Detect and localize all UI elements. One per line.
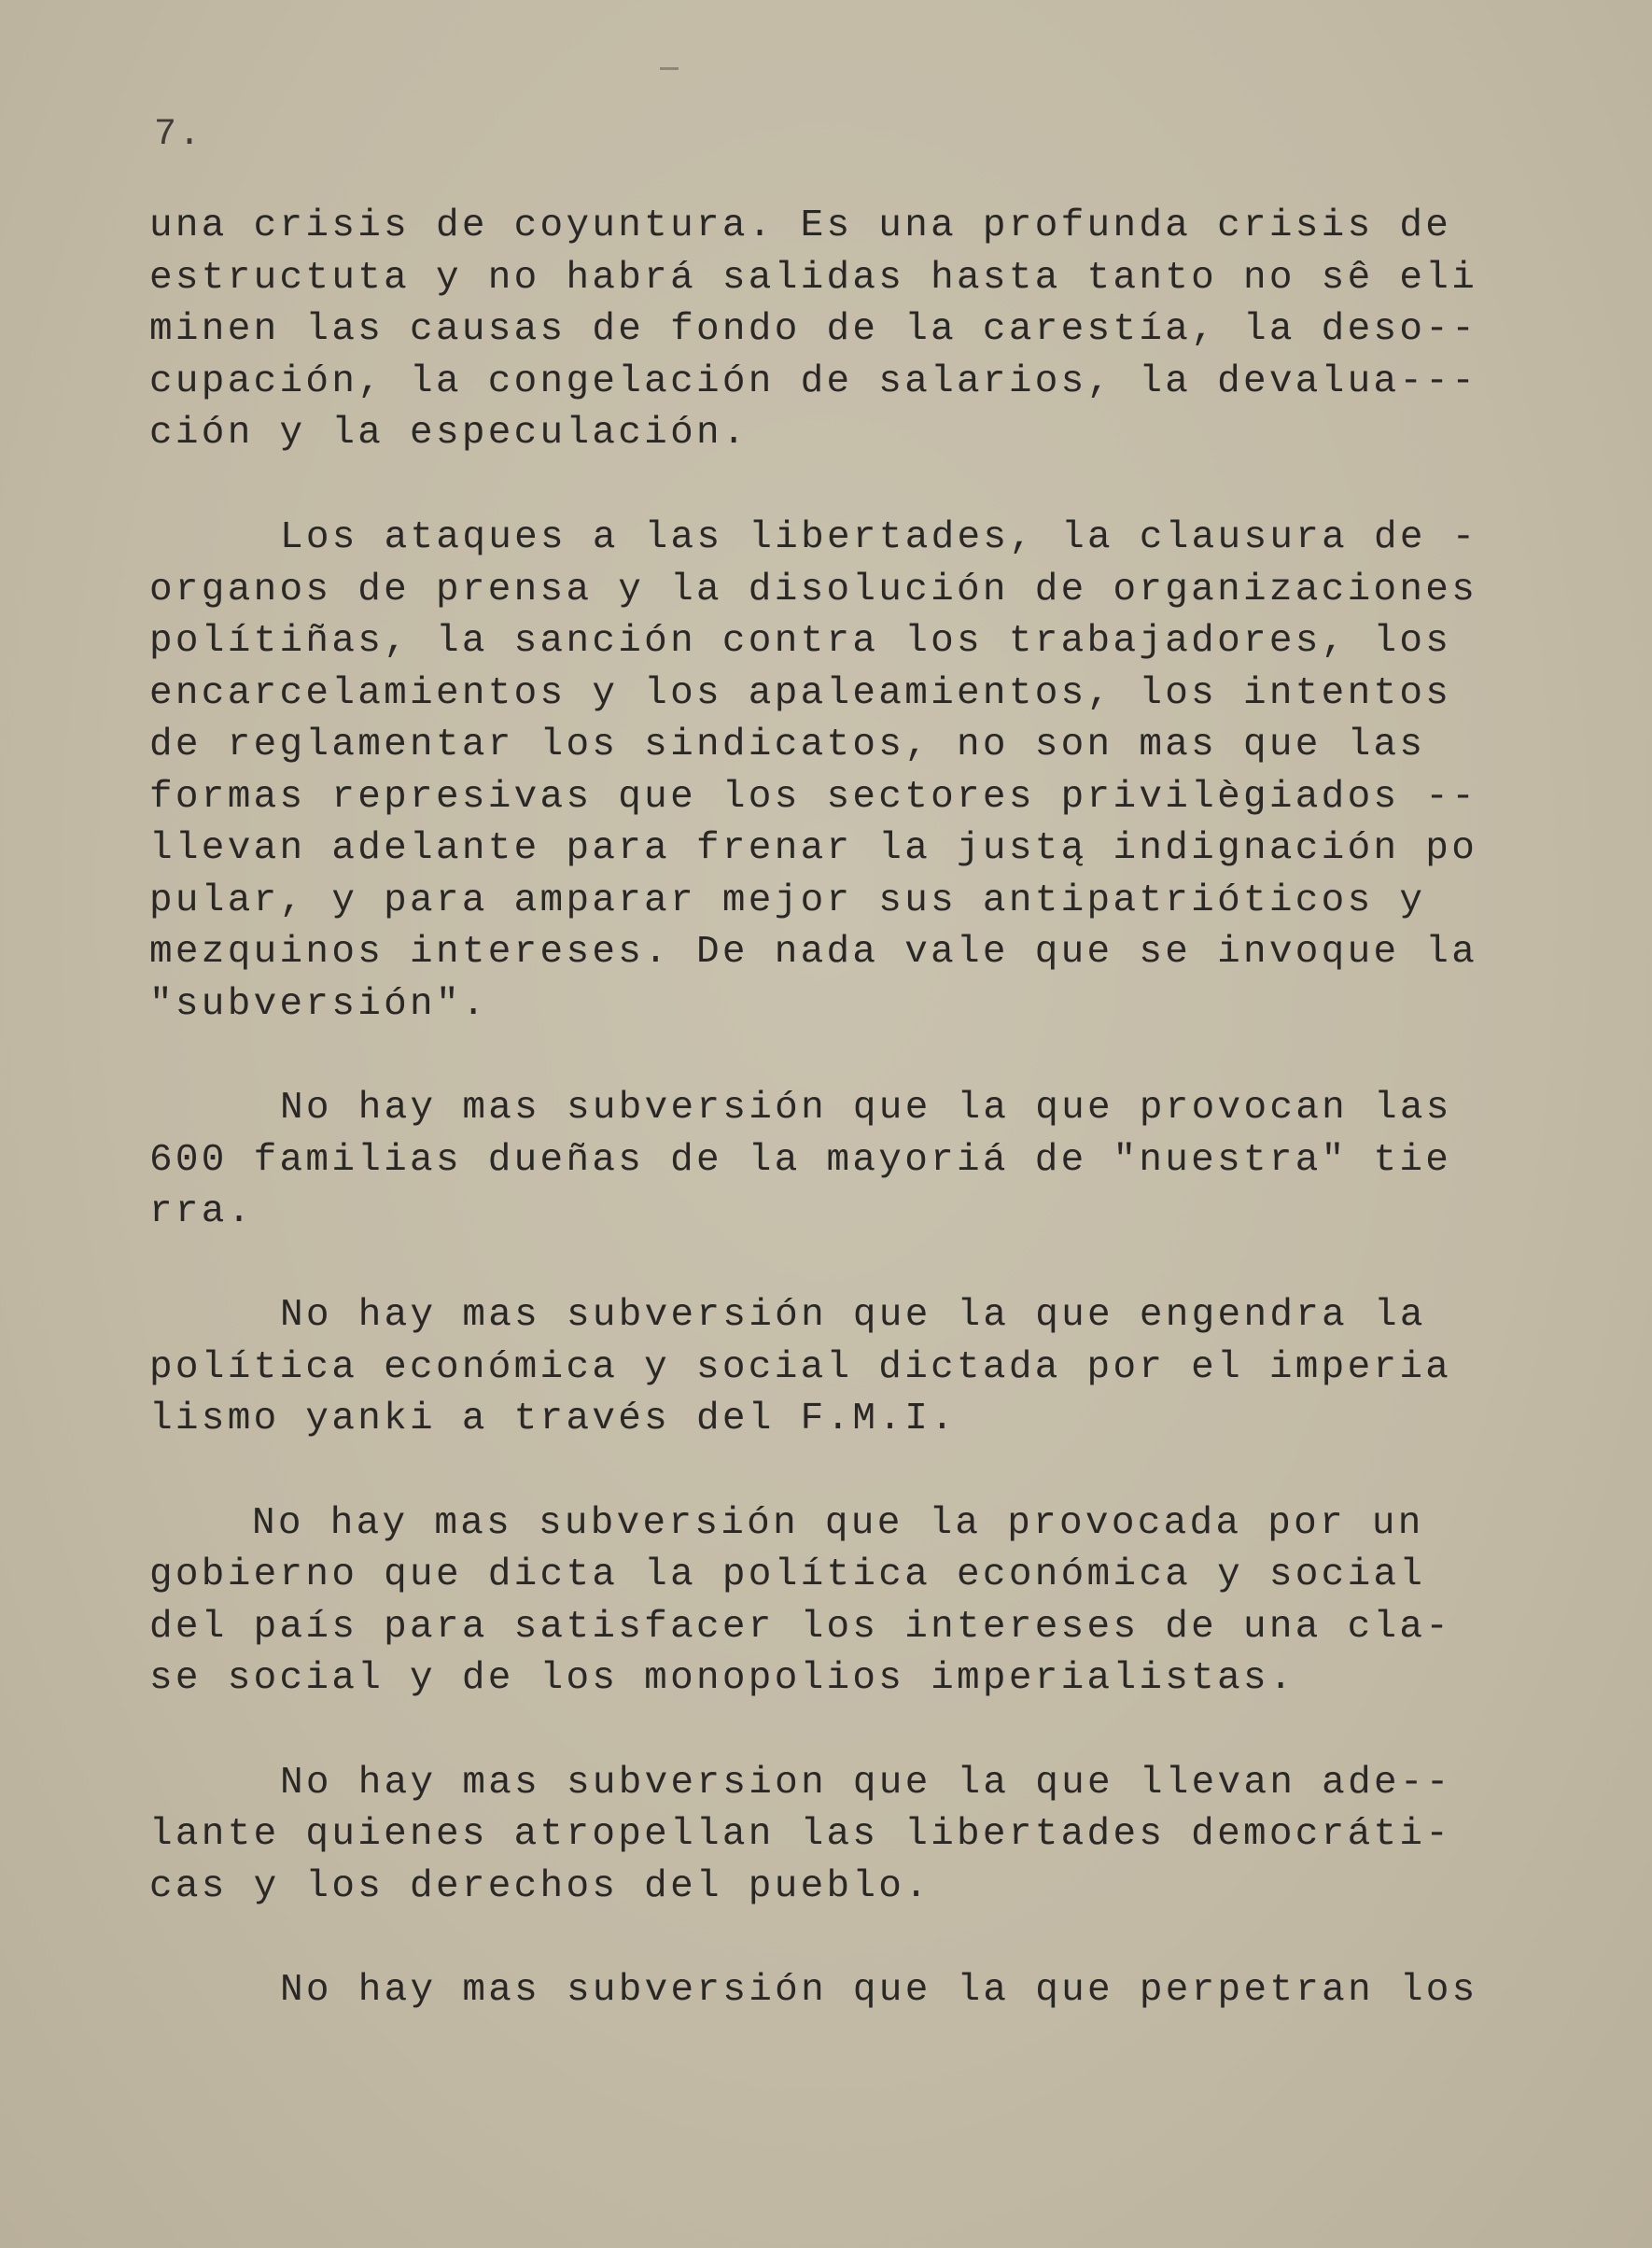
text-line: rra. [149, 1190, 254, 1233]
text-line: No hay mas subversión que la que perpetran los [280, 1969, 1478, 2012]
text-line: "subversión". [149, 983, 488, 1026]
text-line: gobierno que dicta la política económica y social [149, 1553, 1426, 1596]
text-line: ción y la especulación. [149, 412, 749, 455]
text-line: de reglamentar los sindicatos, no son mas que las [149, 724, 1426, 766]
text-line: una crisis de coyuntura. Es una profunda crisis de [149, 204, 1452, 247]
text-line: cupación, la congelación de salarios, la devalua--- [149, 360, 1478, 403]
text-line: pular, y para amparar mejor sus antipatrióticos y [149, 879, 1426, 922]
text-line: 600 familias dueñas de la mayoriá de "nuestra" tie [149, 1139, 1452, 1182]
text-line: estructuta y no habrá salidas hasta tanto no sê eli [149, 257, 1478, 300]
text-line: mezquinos intereses. De nada vale que se invoque la [149, 931, 1478, 974]
text-line: organos de prensa y la disolución de organizaciones [149, 569, 1478, 611]
text-line: No hay mas subversion que la que llevan ade-- [280, 1762, 1452, 1805]
text-line: Los ataques a las libertades, la clausura de - [280, 516, 1478, 559]
text-line: encarcelamientos y los apaleamientos, los intentos [149, 672, 1452, 715]
page-number: 7. [154, 114, 203, 156]
text-line: del país para satisfacer los intereses de una cla- [149, 1606, 1452, 1649]
text-line: cas y los derechos del pueblo. [149, 1865, 931, 1908]
text-line: llevan adelante para frenar la justą indignación po [149, 827, 1478, 870]
text-line: No hay mas subversión que la que engendra la [280, 1294, 1426, 1337]
text-line: lante quienes atropellan las libertades democráti- [149, 1813, 1452, 1856]
text-line: polítiñas, la sanción contra los trabajadores, los [149, 620, 1452, 663]
text-line: lismo yanki a través del F.M.I. [149, 1398, 958, 1440]
text-line: No hay mas subversión que la que provocan las [280, 1087, 1452, 1130]
text-line: formas represivas que los sectores privilègiados -- [149, 776, 1478, 819]
text-line: minen las causas de fondo de la carestía, la deso-- [149, 308, 1478, 351]
text-line: No hay mas subversión que la provocada por un [252, 1502, 1424, 1545]
text-line: política económica y social dictada por el imperia [149, 1346, 1452, 1389]
top-mark [660, 67, 679, 70]
text-line: se social y de los monopolios imperialistas. [149, 1657, 1295, 1700]
